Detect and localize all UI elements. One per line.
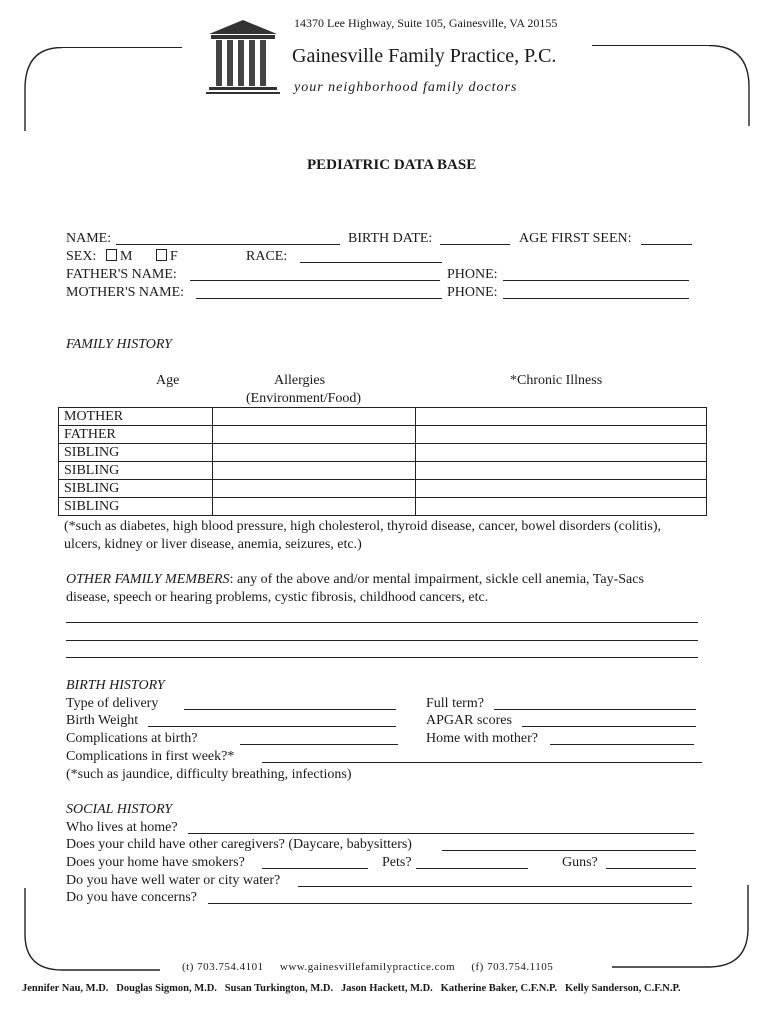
age-first-seen-label: AGE FIRST SEEN: — [519, 231, 632, 246]
footer-contact: (t) 703.754.4101 www.gainesvillefamilypractice.com (f) 703.754.1105 — [182, 961, 554, 973]
frame-top-left-corner — [22, 47, 64, 132]
frame-top-right-corner — [708, 45, 752, 127]
caregivers-field[interactable] — [442, 850, 696, 851]
pillared-building-icon — [206, 18, 280, 96]
sex-m-option[interactable] — [106, 248, 132, 265]
table-row — [59, 462, 707, 480]
col-allergies-header: Allergies — [274, 373, 326, 388]
frame-top-right-rule — [592, 45, 710, 46]
other-family-line-2: disease, speech or hearing problems, cystic fibrosis, childhood cancers, etc. — [66, 590, 489, 605]
allergies-cell[interactable] — [213, 444, 416, 462]
pets-label: Pets? — [382, 855, 412, 870]
row-label: SIBLING — [59, 462, 213, 480]
allergies-cell[interactable] — [213, 498, 416, 516]
table-row — [59, 498, 707, 516]
table-row — [59, 426, 707, 444]
home-with-mother-field[interactable] — [550, 744, 694, 745]
sex-m-text: M — [120, 249, 133, 264]
frame-bottom-right-corner — [610, 885, 752, 969]
apgar-field[interactable] — [522, 726, 696, 727]
chronic-cell[interactable] — [416, 462, 707, 480]
race-field[interactable] — [300, 262, 442, 263]
form-title: PEDIATRIC DATA BASE — [307, 157, 477, 173]
allergies-cell[interactable] — [213, 462, 416, 480]
row-label: SIBLING — [59, 498, 213, 516]
frame-top-left-rule — [62, 47, 182, 48]
allergies-cell[interactable] — [213, 426, 416, 444]
sex-f-text: F — [170, 249, 178, 264]
sex-f-option[interactable] — [156, 248, 178, 265]
father-name-label: FATHER'S NAME: — [66, 267, 177, 282]
age-first-seen-field[interactable] — [641, 244, 692, 245]
chronic-cell[interactable] — [416, 498, 707, 516]
chronic-cell[interactable] — [416, 444, 707, 462]
col-chronic-header: *Chronic Illness — [510, 373, 603, 388]
water-label: Do you have well water or city water? — [66, 873, 281, 888]
mother-phone-field[interactable] — [503, 298, 689, 299]
col-allergies-subheader: (Environment/Food) — [246, 391, 362, 406]
mother-name-label: MOTHER'S NAME: — [66, 285, 185, 300]
birth-history-heading: BIRTH HISTORY — [66, 678, 165, 693]
full-term-field[interactable] — [494, 709, 696, 710]
birth-date-label: BIRTH DATE: — [348, 231, 433, 246]
complications-birth-label: Complications at birth? — [66, 731, 198, 746]
mother-name-field[interactable] — [196, 298, 442, 299]
family-history-heading: FAMILY HISTORY — [66, 337, 172, 352]
other-family-field-3[interactable] — [66, 657, 698, 658]
table-row — [59, 444, 707, 462]
family-footnote-line-1: (*such as diabetes, high blood pressure, high cholesterol, thyroid disease, cancer, bowel disorders (colitis), — [64, 519, 662, 534]
family-footnote-line-2: ulcers, kidney or liver disease, anemia, seizures, etc.) — [64, 537, 362, 552]
sex-label: SEX: — [66, 249, 97, 264]
allergies-cell[interactable] — [213, 480, 416, 498]
concerns-field[interactable] — [208, 903, 692, 904]
practice-tagline: your neighborhood family doctors — [294, 80, 518, 95]
type-of-delivery-field[interactable] — [184, 709, 396, 710]
birth-weight-field[interactable] — [148, 726, 396, 727]
name-field[interactable] — [116, 244, 340, 245]
complications-birth-field[interactable] — [240, 744, 398, 745]
lives-at-home-label: Who lives at home? — [66, 820, 178, 835]
practice-address: 14370 Lee Highway, Suite 105, Gainesville, VA 20155 — [294, 16, 558, 30]
complications-week-field[interactable] — [262, 762, 702, 763]
allergies-cell[interactable] — [213, 408, 416, 426]
caregivers-label: Does your child have other caregivers? (Daycare, babysitters) — [66, 837, 412, 852]
name-label: NAME: — [66, 231, 112, 246]
sex-f-checkbox[interactable] — [156, 249, 167, 261]
birth-footnote: (*such as jaundice, difficulty breathing, infections) — [66, 767, 352, 782]
family-history-table — [58, 407, 707, 516]
guns-field[interactable] — [606, 868, 696, 869]
practice-name: Gainesville Family Practice, P.C. — [292, 45, 557, 67]
father-name-field[interactable] — [190, 280, 440, 281]
smokers-label: Does your home have smokers? — [66, 855, 245, 870]
social-history-heading: SOCIAL HISTORY — [66, 802, 173, 817]
other-family-label: OTHER FAMILY MEMBERS — [66, 572, 230, 587]
chronic-cell[interactable] — [416, 408, 707, 426]
concerns-label: Do you have concerns? — [66, 890, 198, 905]
row-label: MOTHER — [59, 408, 213, 426]
chronic-cell[interactable] — [416, 426, 707, 444]
guns-label: Guns? — [562, 855, 598, 870]
complications-week-label: Complications in first week?* — [66, 749, 235, 764]
other-family-field-1[interactable] — [66, 622, 698, 623]
birth-weight-label: Birth Weight — [66, 713, 139, 728]
other-family-text-1: : any of the above and/or mental impairment, sickle cell anemia, Tay-Sacs — [229, 572, 644, 587]
row-label: SIBLING — [59, 480, 213, 498]
home-with-mother-label: Home with mother? — [426, 731, 538, 746]
apgar-label: APGAR scores — [426, 713, 512, 728]
chronic-cell[interactable] — [416, 480, 707, 498]
race-label: RACE: — [246, 249, 288, 264]
smokers-field[interactable] — [262, 868, 368, 869]
mother-phone-label: PHONE: — [447, 285, 498, 300]
type-of-delivery-label: Type of delivery — [66, 696, 159, 711]
father-phone-label: PHONE: — [447, 267, 498, 282]
other-family-field-2[interactable] — [66, 640, 698, 641]
table-row — [59, 408, 707, 426]
water-field[interactable] — [298, 886, 692, 887]
birth-date-field[interactable] — [440, 244, 510, 245]
footer-doctors: Jennifer Nau, M.D. Douglas Sigmon, M.D. Susan Turkington, M.D. Jason Hackett, M.D. Katherine Baker, C.F.N.P. Kelly Sanderson, C.F.N.P. — [22, 983, 681, 994]
other-family-line-1 — [66, 571, 644, 588]
pets-field[interactable] — [416, 868, 528, 869]
sex-m-checkbox[interactable] — [106, 249, 117, 261]
full-term-label: Full term? — [426, 696, 484, 711]
table-row — [59, 480, 707, 498]
father-phone-field[interactable] — [503, 280, 689, 281]
row-label: SIBLING — [59, 444, 213, 462]
lives-at-home-field[interactable] — [188, 833, 694, 834]
row-label: FATHER — [59, 426, 213, 444]
col-age-header: Age — [156, 373, 180, 388]
